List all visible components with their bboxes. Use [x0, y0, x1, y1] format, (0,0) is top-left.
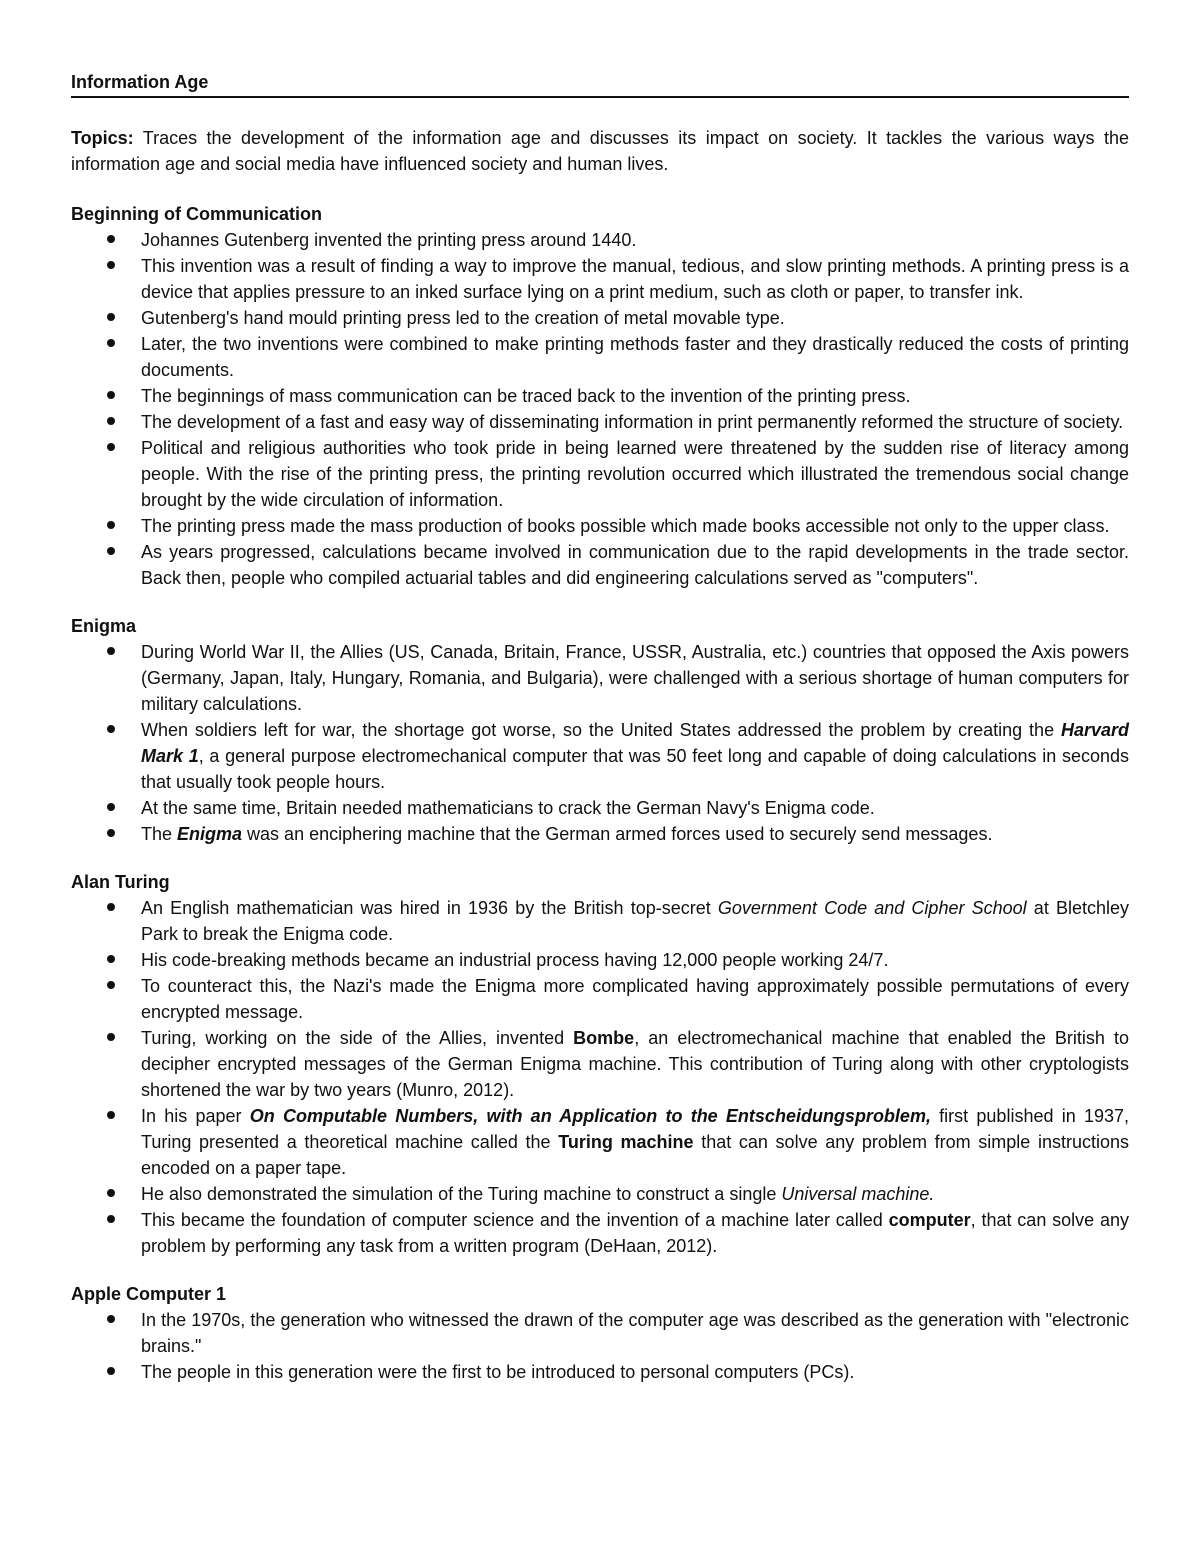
list-item	[71, 1025, 1129, 1103]
bullet-list	[71, 895, 1129, 1259]
list-item	[71, 435, 1129, 513]
list-item-text: At the same time, Britain needed mathematicians to crack the German Navy's Enigma code.	[141, 798, 875, 818]
list-item	[71, 795, 1129, 821]
list-item-text: He also demonstrated the simulation of the Turing machine to construct a single	[141, 1184, 782, 1204]
list-item	[71, 1181, 1129, 1207]
list-item	[71, 305, 1129, 331]
topics-label: Topics:	[71, 128, 134, 148]
list-item-text: An English mathematician was hired in 1936 by the British top-secret	[141, 898, 718, 918]
emphasized-text: On Computable Numbers, with an Application to the Entscheidungsproblem,	[249, 1106, 931, 1126]
section-heading: Beginning of Communication	[71, 204, 322, 224]
list-item-text: Turing, working on the side of the Allies, invented	[141, 1028, 574, 1048]
topics-text: Traces the development of the information age and discusses its impact on society. It tackles the various ways the information age and social media have influenced society and human lives.	[71, 128, 1129, 174]
list-item-text: , a general purpose electromechanical computer that was 50 feet long and capable of doing calculations in seconds that usually took people hours.	[141, 746, 1129, 792]
bullet-icon	[107, 547, 115, 555]
bullet-icon	[107, 261, 115, 269]
list-item-text: Later, the two inventions were combined to make printing methods faster and they drastically reduced the costs of printing documents.	[141, 334, 1129, 380]
bullet-icon	[107, 647, 115, 655]
list-item	[71, 1307, 1129, 1359]
emphasized-text: Harvard Mark 1	[141, 720, 1129, 766]
list-item-text: In the 1970s, the generation who witnessed the drawn of the computer age was described as the generation with "electronic brains."	[141, 1310, 1129, 1356]
bullet-icon	[107, 803, 115, 811]
document-title: Information Age	[71, 70, 1129, 98]
list-item	[71, 1359, 1129, 1385]
bullet-icon	[107, 1111, 115, 1119]
list-item	[71, 717, 1129, 795]
list-item-text: In his paper	[141, 1106, 250, 1126]
list-item-text: , an electromechanical machine that enabled the British to decipher encrypted messages of the German Enigma machine. This contribution of Turing along with other cryptologists shortened the war by two years (Munro, 2012).	[141, 1028, 1129, 1100]
bullet-icon	[107, 313, 115, 321]
section	[71, 1281, 1129, 1385]
bullet-icon	[107, 1315, 115, 1323]
list-item	[71, 513, 1129, 539]
list-item	[71, 639, 1129, 717]
list-item-text: His code-breaking methods became an industrial process having 12,000 people working 24/7.	[141, 950, 889, 970]
list-item	[71, 331, 1129, 383]
list-item-text: This became the foundation of computer science and the invention of a machine later called	[141, 1210, 889, 1230]
list-item-text: was an enciphering machine that the German armed forces used to securely send messages.	[242, 824, 993, 844]
list-item-text: As years progressed, calculations became involved in communication due to the rapid developments in the trade sector. Back then, people who compiled actuarial tables and did engineering calculations served as "computers".	[141, 542, 1129, 588]
list-item-text: To counteract this, the Nazi's made the Enigma more complicated having approximately possible permutations of every encrypted message.	[141, 976, 1129, 1022]
section-heading: Apple Computer 1	[71, 1284, 227, 1304]
list-item	[71, 409, 1129, 435]
list-item	[71, 973, 1129, 1025]
bullet-icon	[107, 521, 115, 529]
emphasized-text: Bombe	[573, 1028, 635, 1048]
list-item	[71, 383, 1129, 409]
list-item-text: This invention was a result of finding a way to improve the manual, tedious, and slow printing methods. A printing press is a device that applies pressure to an inked surface lying on a print medium, such as cloth or paper, to transfer ink.	[141, 256, 1129, 302]
list-item-text: The beginnings of mass communication can be traced back to the invention of the printing press.	[141, 386, 911, 406]
bullet-icon	[107, 235, 115, 243]
list-item	[71, 253, 1129, 305]
emphasized-text: Turing machine	[558, 1132, 694, 1152]
emphasized-text: Universal machine.	[781, 1184, 935, 1204]
list-item-text: Johannes Gutenberg invented the printing press around 1440.	[141, 230, 637, 250]
bullet-icon	[107, 981, 115, 989]
list-item	[71, 821, 1129, 847]
list-item-text: that can solve any problem from simple instructions encoded on a paper tape.	[141, 1132, 1129, 1178]
list-item	[71, 1207, 1129, 1259]
bullet-icon	[107, 391, 115, 399]
section-heading: Alan Turing	[71, 872, 170, 892]
bullet-list	[71, 227, 1129, 591]
list-item-text: During World War II, the Allies (US, Canada, Britain, France, USSR, Australia, etc.) countries that opposed the Axis powers (Germany, Japan, Italy, Hungary, Romania, and Bulgaria), were challenged with a serious shortage of human computers for military calculations.	[141, 642, 1129, 714]
list-item-text: The people in this generation were the first to be introduced to personal computers (PCs).	[141, 1362, 855, 1382]
bullet-icon	[107, 903, 115, 911]
emphasized-text: Enigma	[177, 824, 243, 844]
bullet-icon	[107, 1215, 115, 1223]
list-item-text: When soldiers left for war, the shortage got worse, so the United States addressed the problem by creating the	[141, 720, 1061, 740]
bullet-icon	[107, 725, 115, 733]
section-heading: Enigma	[71, 616, 137, 636]
list-item	[71, 1103, 1129, 1181]
bullet-list	[71, 639, 1129, 847]
section	[71, 613, 1129, 847]
list-item-text: The	[141, 824, 178, 844]
emphasized-text: computer	[888, 1210, 971, 1230]
list-item-text: The development of a fast and easy way of disseminating information in print permanently reformed the structure of society.	[141, 412, 1124, 432]
list-item	[71, 539, 1129, 591]
bullet-icon	[107, 1033, 115, 1041]
bullet-icon	[107, 1367, 115, 1375]
list-item-text: , that can solve any problem by performing any task from a written program (DeHaan, 2012).	[141, 1210, 1129, 1256]
list-item-text: at Bletchley Park to break the Enigma code.	[141, 898, 1129, 944]
list-item	[71, 895, 1129, 947]
sections-container	[71, 201, 1129, 1385]
document-page	[71, 70, 1129, 1385]
bullet-list	[71, 1307, 1129, 1385]
section	[71, 869, 1129, 1259]
section	[71, 201, 1129, 591]
list-item	[71, 227, 1129, 253]
emphasized-text: Government Code and Cipher School	[717, 898, 1027, 918]
list-item-text: The printing press made the mass production of books possible which made books accessible not only to the upper class.	[141, 516, 1110, 536]
bullet-icon	[107, 417, 115, 425]
bullet-icon	[107, 829, 115, 837]
list-item-text: Gutenberg's hand mould printing press led to the creation of metal movable type.	[141, 308, 785, 328]
list-item-text: Political and religious authorities who took pride in being learned were threatened by the sudden rise of literacy among people. With the rise of the printing press, the printing revolution occurred which illustrated the tremendous social change brought by the wide circulation of information.	[141, 438, 1129, 510]
bullet-icon	[107, 955, 115, 963]
list-item	[71, 947, 1129, 973]
bullet-icon	[107, 339, 115, 347]
topics-paragraph	[71, 125, 1129, 177]
bullet-icon	[107, 443, 115, 451]
list-item-text: first published in 1937, Turing presented a theoretical machine called the	[141, 1106, 1129, 1152]
bullet-icon	[107, 1189, 115, 1197]
